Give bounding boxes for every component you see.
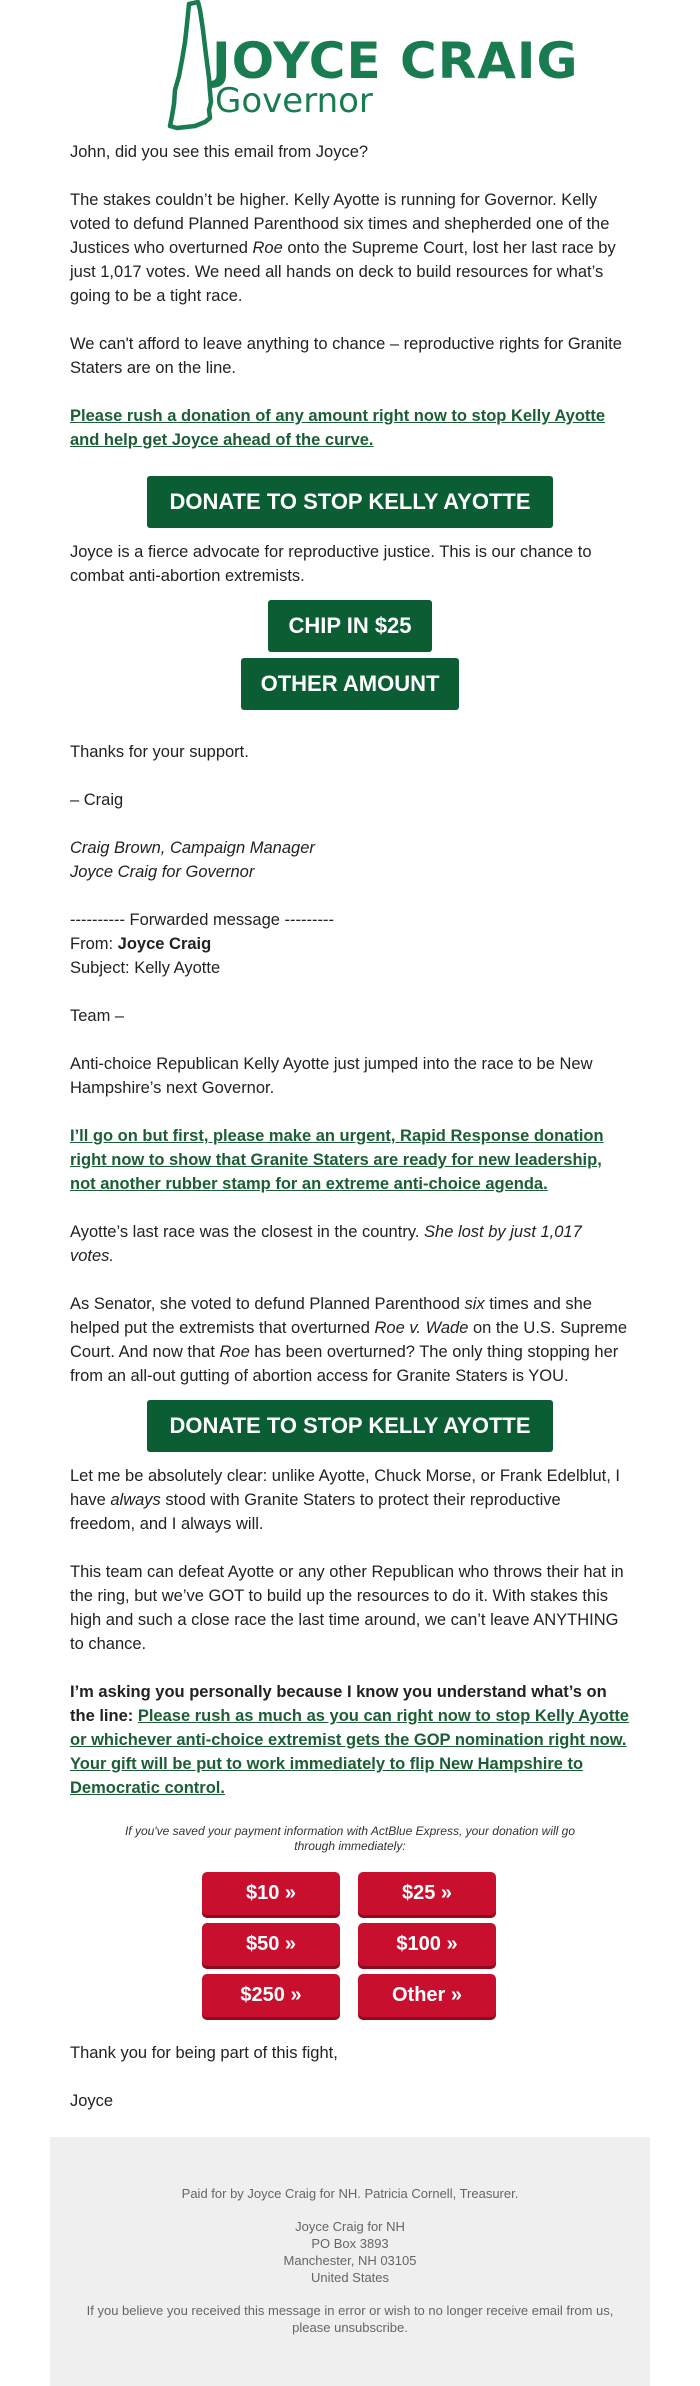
footer <box>50 2137 650 2386</box>
chance-paragraph: We can't afford to leave anything to chance – reproductive rights for Granite Staters are on the line. <box>70 335 622 377</box>
last-race-paragraph: Ayotte’s last race was the closest in the country. She lost by just 1,017 votes. <box>70 1223 582 1265</box>
intro-line: John, did you see this email from Joyce? <box>70 143 369 161</box>
donate-link-2[interactable]: I’ll go on but first, please make an urgent, Rapid Response donation right now to show that Granite Staters are ready for new leadership, not another rubber stamp for an extreme anti-choice agenda. <box>70 1127 604 1193</box>
new-hampshire-outline-icon <box>165 0 215 133</box>
amount-button-10[interactable]: $10 » <box>202 1872 340 1915</box>
donate-button-1[interactable]: DONATE TO STOP KELLY AYOTTE <box>147 476 552 528</box>
stakes-paragraph: The stakes couldn’t be higher. Kelly Ayotte is running for Governor. Kelly voted to defund Planned Parenthood six times and shepherded one of the Justices who overturned Roe onto the Supreme Court, lost her last race by just 1,017 votes. We need all hands on deck to build resources for what’s going to be a tight race. <box>70 191 616 305</box>
amount-button-50[interactable]: $50 » <box>202 1923 340 1966</box>
senator-paragraph: As Senator, she voted to defund Planned Parenthood six times and she helped put the extremists that overturned Roe v. Wade on the U.S. Supreme Court. And now that Roe has been overturned? The only thing stopping her from an all-out gutting of abortion access for Granite Staters is YOU. <box>70 1295 628 1385</box>
thanks-line: Thanks for your support. <box>70 743 249 761</box>
closing-line: Thank you for being part of this fight, <box>70 2044 338 2062</box>
logo-name: JOYCE CRAIG <box>212 32 579 90</box>
chip-in-button[interactable]: CHIP IN $25 <box>268 600 431 652</box>
amount-button-250[interactable]: $250 » <box>202 1974 340 2017</box>
other-amount-button[interactable]: OTHER AMOUNT <box>241 658 460 710</box>
donate-button-2[interactable]: DONATE TO STOP KELLY AYOTTE <box>147 1400 552 1452</box>
announcement-paragraph: Anti-choice Republican Kelly Ayotte just jumped into the race to be New Hampshire’s next Governor. <box>70 1055 593 1097</box>
amount-button-100[interactable]: $100 » <box>358 1923 496 1966</box>
donate-link-1[interactable]: Please rush a donation of any amount right now to stop Kelly Ayotte and help get Joyce ahead of the curve. <box>70 407 606 449</box>
amount-grid <box>202 1872 498 2017</box>
unsubscribe-notice[interactable]: If you believe you received this message in error or wish to no longer receive email from us, please unsubscribe. <box>86 2303 614 2335</box>
donate-link-3[interactable]: Please rush as much as you can right now to stop Kelly Ayotte or whichever anti-choice extremist gets the GOP nomination right now. Your gift will be put to work immediately to flip New Hampshire to Democratic control. <box>70 1707 629 1797</box>
amount-button-other[interactable]: Other » <box>358 1974 496 2017</box>
amount-button-25[interactable]: $25 » <box>358 1872 496 1915</box>
sign-off: – Craig <box>70 791 124 809</box>
clear-paragraph: Let me be absolutely clear: unlike Ayotte, Chuck Morse, or Frank Edelblut, I have always stood with Granite Staters to protect their reproductive freedom, and I always will. <box>70 1467 620 1533</box>
actblue-note: If you've saved your payment information with ActBlue Express, your donation will go through immediately: <box>124 1824 576 1853</box>
team-paragraph: This team can defeat Ayotte or any other Republican who throws their hat in the ring, but we’ve GOT to build up the resources to do it. With stakes this high and such a close race the last time around, we can’t leave ANYTHING to chance. <box>70 1563 624 1653</box>
advocate-paragraph: Joyce is a fierce advocate for reproductive justice. This is our chance to combat anti-abortion extremists. <box>70 543 592 585</box>
paid-for-notice: Paid for by Joyce Craig for NH. Patricia Cornell, Treasurer. <box>181 2186 519 2201</box>
header <box>0 0 700 140</box>
logo-subtitle: Governor <box>215 81 373 121</box>
final-sign: Joyce <box>70 2092 114 2110</box>
signature: Craig Brown, Campaign Manager Joyce Craig for Governor <box>70 839 315 881</box>
message-content <box>0 140 700 2113</box>
ask-paragraph: I’m asking you personally because I know you understand what’s on the line: Please rush as much as you can right now to stop Kelly Ayotte or whichever anti-choice extremist gets the GOP nomination right now. Your gift will be put to work immediately to flip New Hampshire to Democratic control. <box>70 1683 629 1797</box>
mailing-address: Joyce Craig for NH PO Box 3893 Manchester, NH 03105 United States <box>283 2219 417 2285</box>
forwarded-header: ---------- Forwarded message --------- From: Joyce Craig Subject: Kelly Ayotte <box>70 911 334 977</box>
greeting: Team – <box>70 1007 125 1025</box>
